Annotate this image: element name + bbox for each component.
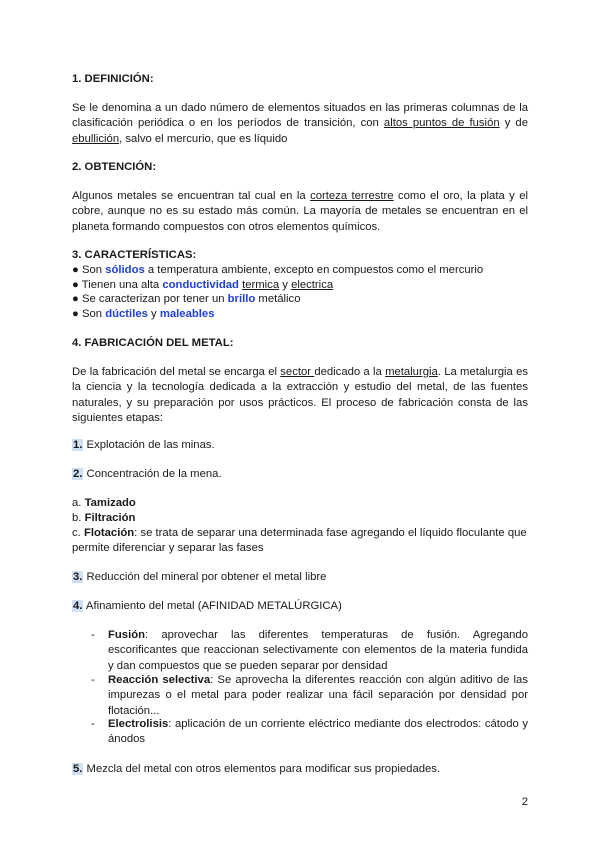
- heading-definicion: 1. DEFINICIÓN:: [72, 73, 154, 85]
- bullet-conductividad: ● Tienen una alta conductividad termica y electrica: [72, 279, 334, 291]
- bullet-solidos: ● Son sólidos a temperatura ambiente, excepto en compuestos como el mercurio: [72, 264, 484, 276]
- heading-caracteristicas: 3. CARACTERÍSTICAS:: [72, 249, 197, 261]
- substep-tamizado: a. Tamizado: [72, 497, 136, 509]
- heading-fabricacion: 4. FABRICACIÓN DEL METAL:: [72, 337, 234, 349]
- step-4: 4. Afinamiento del metal (AFINIDAD METALÚRGICA): [73, 600, 342, 612]
- step-3: 3. Reducción del mineral por obtener el metal libre: [73, 571, 327, 583]
- substep-filtracion: b. Filtración: [72, 512, 136, 524]
- bullet-ductiles: ● Son dúctiles y maleables: [72, 308, 215, 320]
- page-number: 2: [521, 796, 528, 808]
- step-number: 5.: [73, 763, 83, 775]
- obtencion-paragraph: Algunos metales se encuentran tal cual en la corteza terrestre como el oro, la plata y el cobre, aunque no es su estado más común. La mayoría de metales se encuentran en el planeta formando compuestos con otros elementos químicos.: [72, 190, 528, 233]
- dash-item-fusion: - Fusión: aprovechar las diferentes temperaturas de fusión. Agregando escorificantes que reaccionan selectivamente con elementos de la materia fundida y dan compuestos que se pueden separar por densidad: [91, 629, 528, 672]
- step-number: 4.: [73, 600, 83, 612]
- step-number: 3.: [73, 571, 83, 583]
- dash-item-electrolisis: - Electrolisis: aplicación de un corriente eléctrico mediante dos electrodos: cátodo y ánodos: [91, 718, 528, 746]
- step-5: 5. Mezcla del metal con otros elementos para modificar sus propiedades.: [73, 763, 441, 775]
- fabricacion-paragraph: De la fabricación del metal se encarga el sector dedicado a la metalurgia. La metalurgia es la ciencia y la tecnología dedicada a la extracción y estudio del metal, de las fuentes naturales, y su preparación por usos prácticos. El proceso de fabricación consta de las siguientes etapas:: [72, 366, 528, 424]
- bullet-brillo: ● Se caracterizan por tener un brillo metálico: [72, 293, 301, 305]
- dash-item-reaccion-selectiva: - Reacción selectiva: Se aprovecha la diferentes reacción con algún aditivo de las impurezas o el metal para poder realizar una fácil separación por densidad por flotación...: [91, 674, 528, 717]
- step-number: 2.: [73, 468, 83, 480]
- substep-flotacion: c. Flotación: se trata de separar una determinada fase agregando el líquido floculante que permite diferenciar y separar las fases: [72, 527, 527, 555]
- step-2: 2. Concentración de la mena.: [73, 468, 222, 480]
- heading-obtencion: 2. OBTENCIÓN:: [72, 161, 157, 173]
- step-number: 1.: [73, 439, 83, 451]
- step-1: 1. Explotación de las minas.: [73, 439, 215, 451]
- definicion-paragraph: Se le denomina a un dado número de elementos situados en las primeras columnas de la clasificación periódica o en los períodos de transición, con altos puntos de fusión y de ebullición, salvo el mercurio, que es líquido: [72, 102, 528, 145]
